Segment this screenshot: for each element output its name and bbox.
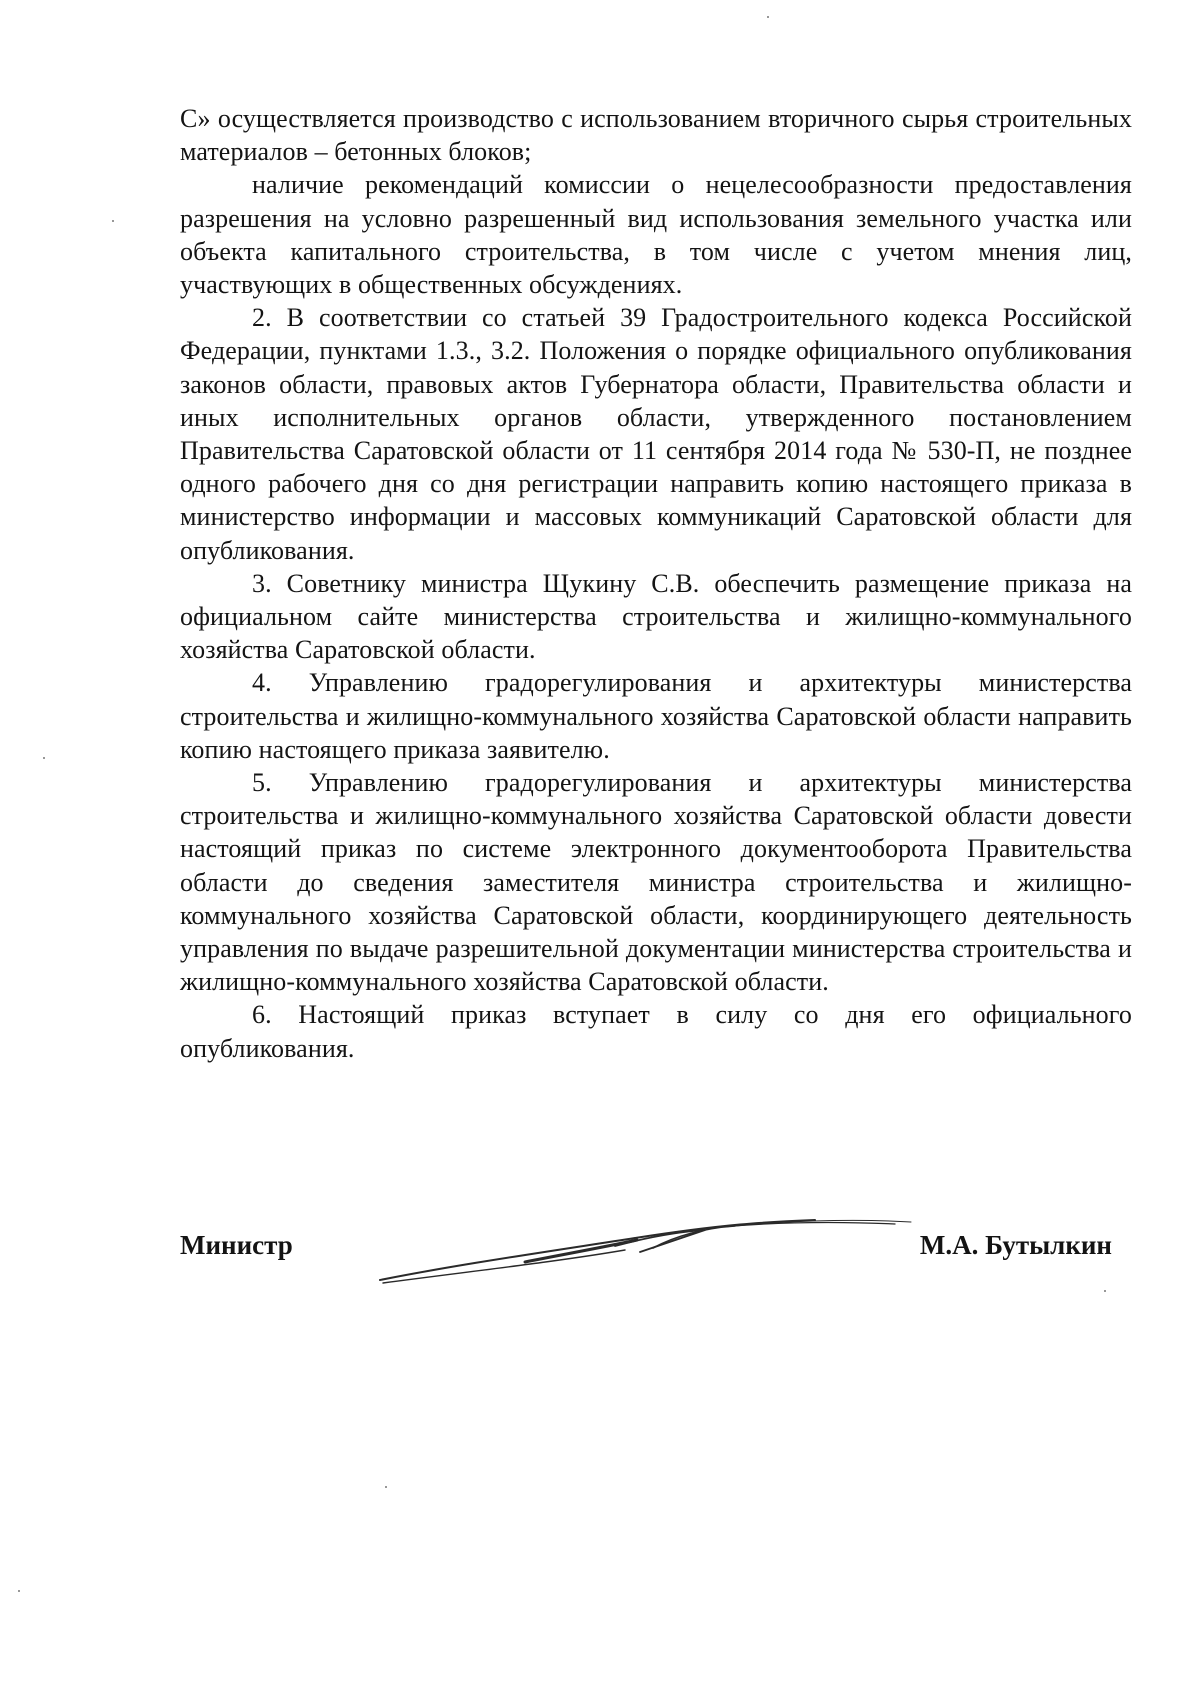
scan-speck bbox=[1104, 1290, 1106, 1292]
paragraph-3: 2. В соответствии со статьей 39 Градостроительного кодекса Российской Федерации, пунктами 1.3., 3.2. Положения о порядке официального опубликования законов области, правовых актов Губернатора области, Правительства области и иных исполнительных органов области, утвержденного постановлением Правительства Саратовской области от 11 сентября 2014 года № 530-П, не позднее одного рабочего дня со дня регистрации направить копию настоящего приказа в министерство информации и массовых коммуникаций Саратовской области для опубликования. bbox=[180, 303, 1132, 565]
paragraph-2: наличие рекомендаций комиссии о нецелесообразности предоставления разрешения на условно разрешенный вид использования земельного участка или объекта капитального строительства, в том числе с учетом мнения лиц, участвующих в общественных обсуждениях. bbox=[180, 170, 1132, 300]
document-body bbox=[180, 102, 1132, 1065]
scan-speck bbox=[385, 1486, 387, 1488]
scan-speck bbox=[112, 220, 114, 222]
paragraph-4: 3. Советнику министра Щукину С.В. обеспечить размещение приказа на официальном сайте министерства строительства и жилищно-коммунального хозяйства Саратовской области. bbox=[180, 568, 1132, 665]
paragraph-5: 4. Управлению градорегулирования и архитектуры министерства строительства и жилищно-коммунального хозяйства Саратовской области направить копию настоящего приказа заявителю. bbox=[180, 668, 1132, 764]
scan-speck bbox=[43, 757, 45, 759]
handwritten-signature bbox=[375, 1210, 915, 1290]
paragraph-1: С» осуществляется производство с использованием вторичного сырья строительных материалов – бетонных блоков; bbox=[180, 104, 1132, 167]
scan-speck bbox=[18, 1590, 20, 1592]
paragraph-6: 5. Управлению градорегулирования и архитектуры министерства строительства и жилищно-коммунального хозяйства Саратовской области довести настоящий приказ по системе электронного документооборота Правительства области до сведения заместителя министра строительства и жилищно-коммунального хозяйства Саратовской области, координирующего деятельность управления по выдаче разрешительной документации министерства строительства и жилищно-коммунального хозяйства Саратовской области. bbox=[180, 768, 1132, 997]
scan-speck bbox=[767, 16, 769, 18]
signer-title: Министр bbox=[180, 1230, 293, 1260]
signer-name: М.А. Бутылкин bbox=[919, 1230, 1112, 1260]
paragraph-7: 6. Настоящий приказ вступает в силу со дня его официального опубликования. bbox=[180, 1000, 1132, 1063]
